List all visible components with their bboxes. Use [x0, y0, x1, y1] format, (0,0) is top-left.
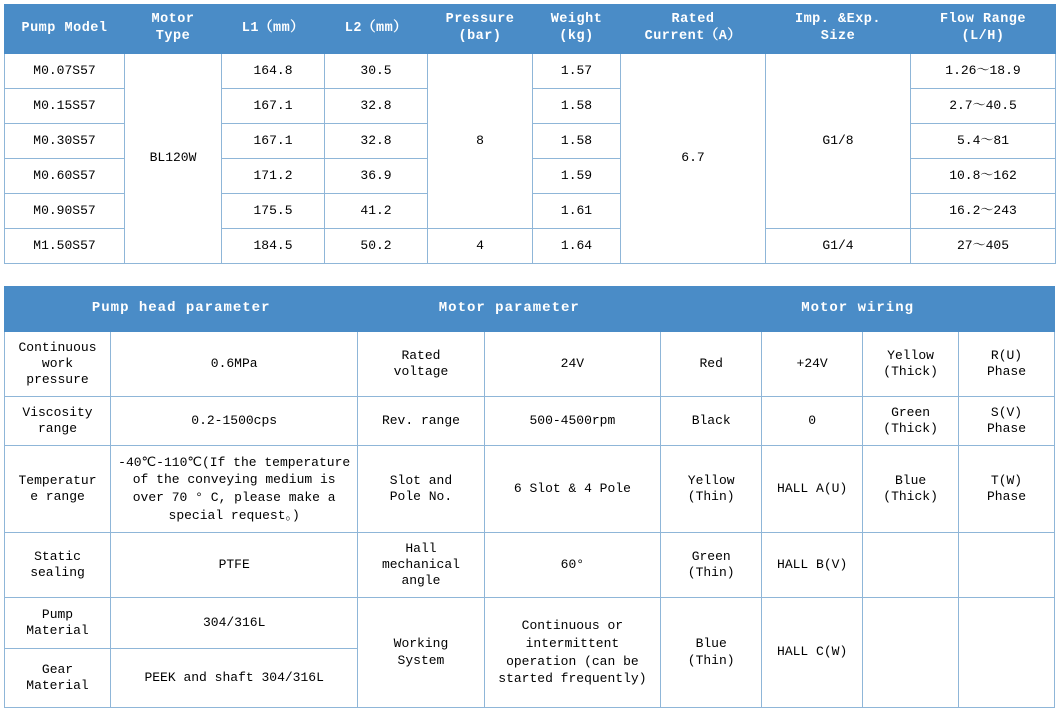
color-line2: (Thin) — [687, 565, 735, 580]
motor-value: 60° — [484, 533, 661, 598]
wiring-phase-wire — [863, 397, 959, 446]
motor-value: 24V — [484, 332, 661, 397]
label-line2: sealing — [30, 565, 85, 580]
phase-line2: Phase — [987, 489, 1027, 504]
phase-line1: S(V) — [990, 404, 1023, 420]
label-line1: Pump — [41, 606, 74, 622]
label-line2: work — [41, 355, 74, 371]
wire-line2: (Thick) — [883, 421, 938, 436]
wiring-color — [661, 533, 762, 598]
label-line3: pressure — [26, 372, 89, 388]
section-header-motor: Motor parameter — [358, 287, 661, 332]
col-header-flow-range-line2: (L/H) — [961, 29, 1005, 44]
col-header-weight — [533, 5, 621, 54]
wiring-color: Black — [661, 397, 762, 446]
wiring-color — [661, 446, 762, 533]
cell-l2: 30.5 — [325, 54, 428, 89]
wire-line2: (Thick) — [883, 364, 938, 379]
phase-line1: R(U) — [990, 347, 1023, 363]
param-header-row — [5, 287, 1055, 332]
cell-pump-model: M0.90S57 — [5, 194, 125, 229]
wiring-color: Red — [661, 332, 762, 397]
pump-head-value: PTFE — [111, 533, 358, 598]
section-header-motor-wiring: Motor wiring — [661, 287, 1055, 332]
label-line1: Gear — [41, 661, 74, 677]
color-line1: Blue — [695, 636, 727, 652]
col-header-flow-range-line1: Flow Range — [939, 12, 1026, 28]
cell-flow-range: 10.8～162 — [911, 159, 1056, 194]
cell-pump-model: M0.07S57 — [5, 54, 125, 89]
col-header-imp-exp-line1: Imp. &Exp. — [794, 12, 881, 28]
motor-label: Rev. range — [358, 397, 484, 446]
wiring-signal: 0 — [762, 397, 863, 446]
table-row — [5, 332, 1055, 397]
motor-label — [358, 533, 484, 598]
motor-value: Continuous or intermittent operation (can be started frequently) — [484, 598, 661, 708]
cell-l2: 32.8 — [325, 89, 428, 124]
cell-pump-model: M0.30S57 — [5, 124, 125, 159]
label-line2: range — [37, 421, 77, 436]
label-line2: Material — [26, 678, 89, 693]
col-header-weight-line2: (kg) — [559, 29, 594, 44]
label-line2: voltage — [393, 364, 449, 379]
phase-line2: Phase — [987, 421, 1027, 436]
wire-line1: Blue — [894, 472, 927, 488]
col-header-imp-exp-size — [766, 5, 911, 54]
col-header-rated-current-line2: Current（A） — [644, 29, 742, 44]
label-line1: Temperatur — [18, 472, 97, 488]
motor-value: 500-4500rpm — [484, 397, 661, 446]
pump-head-label — [5, 598, 111, 649]
table-row — [5, 446, 1055, 533]
color-line1: Green — [691, 548, 731, 564]
wiring-signal: HALL A(U) — [762, 446, 863, 533]
cell-l2: 32.8 — [325, 124, 428, 159]
wiring-phase — [959, 332, 1055, 397]
spec-header-row — [5, 5, 1056, 54]
cell-imp-exp-size: G1/8 — [766, 54, 911, 229]
wiring-phase — [959, 397, 1055, 446]
pump-head-value: 0.2-1500cps — [111, 397, 358, 446]
table-row — [5, 54, 1056, 89]
wiring-phase-empty — [959, 533, 1055, 598]
cell-l1: 171.2 — [222, 159, 325, 194]
label-line1: Slot and — [389, 472, 453, 488]
wiring-signal: HALL C(W) — [762, 598, 863, 708]
cell-flow-range: 5.4～81 — [911, 124, 1056, 159]
col-header-l1: L1（mm） — [222, 5, 325, 54]
label-line2: System — [397, 652, 445, 668]
motor-label — [358, 332, 484, 397]
wiring-phase-wire-empty — [863, 533, 959, 598]
pump-head-label — [5, 446, 111, 533]
cell-imp-exp-size-last: G1/4 — [766, 229, 911, 264]
wiring-phase-wire-empty — [863, 598, 959, 708]
cell-rated-current: 6.7 — [621, 54, 766, 264]
wiring-signal: HALL B(V) — [762, 533, 863, 598]
col-header-motor-type-line2: Type — [155, 29, 191, 44]
col-header-motor-type-line1: Motor — [151, 12, 195, 28]
cell-motor-type: BL120W — [125, 54, 222, 264]
phase-line2: Phase — [987, 364, 1027, 379]
label-line1: Viscosity — [22, 404, 93, 420]
cell-flow-range: 2.7～40.5 — [911, 89, 1056, 124]
col-header-rated-current-line1: Rated — [671, 12, 715, 28]
col-header-l2: L2（mm） — [325, 5, 428, 54]
parameter-table — [4, 286, 1055, 708]
col-header-rated-current — [621, 5, 766, 54]
label-line2: Material — [26, 623, 89, 638]
pump-head-label — [5, 649, 111, 708]
cell-pump-model: M0.60S57 — [5, 159, 125, 194]
cell-pressure: 8 — [428, 54, 533, 229]
pump-head-value: -40℃-110℃(If the temperature of the conveying medium is over 70 ° C, please make a special request。) — [111, 446, 358, 533]
cell-flow-range: 16.2～243 — [911, 194, 1056, 229]
col-header-weight-line1: Weight — [550, 12, 603, 28]
wiring-color — [661, 598, 762, 708]
pump-head-label — [5, 397, 111, 446]
col-header-pressure — [428, 5, 533, 54]
color-line2: (Thin) — [687, 652, 735, 668]
cell-l2: 41.2 — [325, 194, 428, 229]
label-line2: mechanical — [381, 556, 460, 572]
cell-pump-model: M0.15S57 — [5, 89, 125, 124]
cell-pump-model: M1.50S57 — [5, 229, 125, 264]
color-line2: (Thin) — [687, 489, 735, 504]
pump-head-value: 0.6MPa — [111, 332, 358, 397]
label-line1: Continuous — [18, 339, 97, 355]
cell-weight: 1.58 — [533, 89, 621, 124]
cell-flow-range: 1.26～18.9 — [911, 54, 1056, 89]
col-header-pressure-line2: (bar) — [458, 29, 502, 44]
cell-l2: 36.9 — [325, 159, 428, 194]
phase-line1: T(W) — [990, 472, 1023, 488]
col-header-flow-range — [911, 5, 1056, 54]
cell-weight: 1.58 — [533, 124, 621, 159]
col-header-imp-exp-line2: Size — [820, 29, 856, 44]
pump-head-label — [5, 533, 111, 598]
label-line1: Static — [34, 548, 81, 564]
label-line3: angle — [401, 573, 441, 589]
pump-specification-table — [4, 4, 1056, 264]
motor-label — [358, 598, 484, 708]
cell-weight: 1.64 — [533, 229, 621, 264]
pump-head-value: 304/316L — [111, 598, 358, 649]
label-line1: Working — [393, 636, 449, 652]
label-line2: e range — [30, 489, 85, 504]
col-header-pump-model: Pump Model — [5, 5, 125, 54]
wire-line2: (Thick) — [883, 489, 938, 504]
cell-weight: 1.61 — [533, 194, 621, 229]
label-line1: Rated — [401, 347, 441, 363]
cell-l1: 167.1 — [222, 124, 325, 159]
wiring-signal: +24V — [762, 332, 863, 397]
cell-l2: 50.2 — [325, 229, 428, 264]
wire-line1: Yellow — [887, 347, 934, 363]
table-gap — [4, 264, 1055, 286]
motor-value: 6 Slot & 4 Pole — [484, 446, 661, 533]
table-row — [5, 533, 1055, 598]
cell-l1: 184.5 — [222, 229, 325, 264]
cell-l1: 167.1 — [222, 89, 325, 124]
wiring-phase — [959, 446, 1055, 533]
motor-label — [358, 446, 484, 533]
col-header-pressure-line1: Pressure — [445, 12, 515, 28]
table-row — [5, 598, 1055, 649]
wiring-phase-empty — [959, 598, 1055, 708]
col-header-motor-type — [125, 5, 222, 54]
cell-flow-range: 27～405 — [911, 229, 1056, 264]
pump-head-label — [5, 332, 111, 397]
cell-weight: 1.57 — [533, 54, 621, 89]
cell-l1: 175.5 — [222, 194, 325, 229]
label-line1: Hall — [405, 540, 437, 556]
cell-weight: 1.59 — [533, 159, 621, 194]
label-line2: Pole No. — [389, 489, 453, 504]
cell-l1: 164.8 — [222, 54, 325, 89]
wiring-phase-wire — [863, 446, 959, 533]
color-line1: Yellow — [687, 472, 735, 488]
wiring-phase-wire — [863, 332, 959, 397]
section-header-pump-head: Pump head parameter — [5, 287, 358, 332]
wire-line1: Green — [891, 404, 931, 420]
table-row — [5, 397, 1055, 446]
cell-pressure-last: 4 — [428, 229, 533, 264]
pump-head-value: PEEK and shaft 304/316L — [111, 649, 358, 708]
